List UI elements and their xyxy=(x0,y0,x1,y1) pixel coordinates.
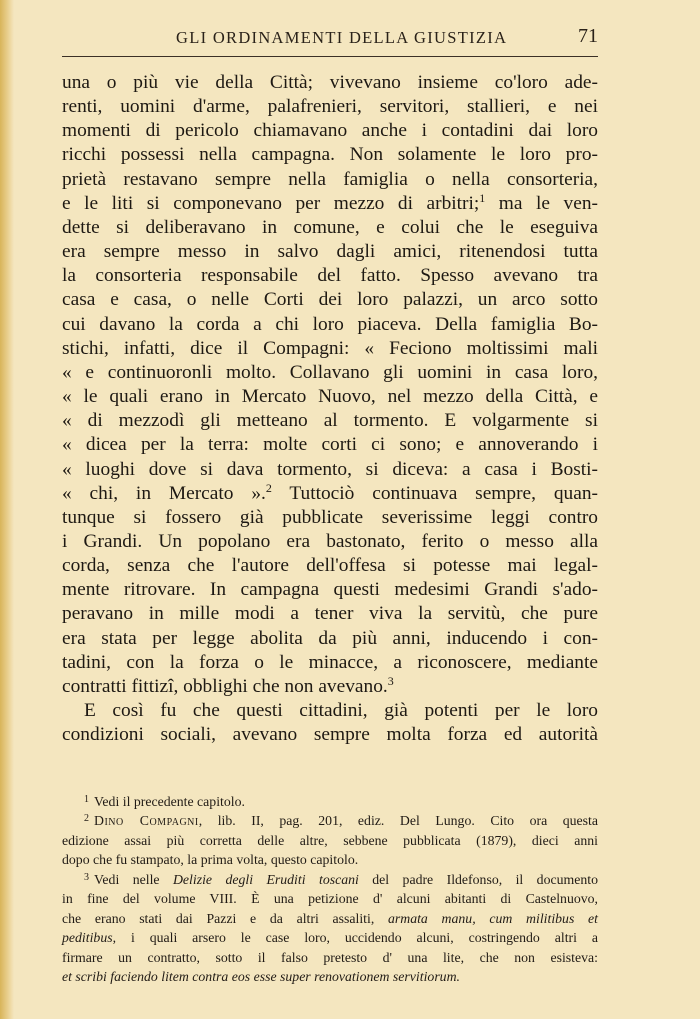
page-header xyxy=(62,25,598,54)
body-line: cui davano la corda a chi loro piaceva. Della famiglia Bo- xyxy=(62,313,598,335)
body-line-text: e le liti si componevano per mezzo di arbitri; xyxy=(62,192,480,214)
body-line: momenti di pericolo chiamavano anche i contadini dai loro xyxy=(62,120,598,142)
header-rule xyxy=(62,56,598,57)
body-line: tunque si fossero già pubblicate severissime leggi contro xyxy=(62,506,598,528)
body-line-tail: ma le ven- xyxy=(485,192,598,214)
footnote-text: del padre Ildefonso, il documento xyxy=(358,871,598,887)
body-line: ricchi possessi nella campagna. Non solamente le loro pro- xyxy=(62,144,598,166)
footnote-text: Vedi nelle xyxy=(94,871,173,887)
footnote-line xyxy=(62,909,598,928)
body-line: E così fu che questi cittadini, già potenti per le loro xyxy=(84,700,598,722)
body-line: mente ritrovare. In campagna questi medesimi Grandi s'ado- xyxy=(62,579,598,601)
body-line: stichi, infatti, dice il Compagni: « Feciono moltissimi mali xyxy=(62,337,598,359)
body-line: condizioni sociali, avevano sempre molta forza ed autorità xyxy=(62,724,598,746)
body-line: era stata per legge abolita da più anni, inducendo i con- xyxy=(62,627,598,649)
footnote-ref-1: 1 xyxy=(479,190,486,205)
footnote-3 xyxy=(62,870,598,889)
footnotes xyxy=(62,792,598,987)
footnote-latin: armata manu, cum militibus et xyxy=(387,910,598,926)
body-line-with-ref xyxy=(62,192,598,216)
body-line-text: « chi, in Mercato ». xyxy=(62,482,266,504)
body-line-with-ref xyxy=(62,482,598,506)
footnote-number: 1 xyxy=(84,794,89,805)
body-line: una o più vie della Città; vivevano insieme co'loro ade- xyxy=(62,72,598,93)
body-line: prietà restavano sempre nella famiglia o nella consorteria, xyxy=(62,168,598,190)
footnote-line: firmare un contratto, sotto il falso pretesto d' una lite, che non esisteva: xyxy=(62,949,598,965)
body-line: « luoghi dove si dava tormento, si diceva: a casa i Bosti- xyxy=(62,458,598,480)
body-line: peravano in mille modi a tener viva la servitù, che pure xyxy=(62,603,598,625)
body-line: « le quali erano in Mercato Nuovo, nel mezzo della Città, e xyxy=(62,386,598,408)
footnote-text: , lib. II, pag. 201, ediz. Del Lungo. Cito ora questa xyxy=(198,813,598,829)
footnote-latin: peditibus xyxy=(62,930,113,946)
footnote-author: Dino Compagni xyxy=(94,813,199,829)
body-line-tail: Tuttociò continuava sempre, quan- xyxy=(271,482,598,504)
footnote-number: 3 xyxy=(84,871,89,883)
body-line: casa e casa, o nelle Corti dei loro palazzi, un arco sotto xyxy=(62,289,598,311)
footnote-latin: et scribi faciendo litem contra eos esse super renovationem servitiorum. xyxy=(62,969,460,985)
footnote-ref-3: 3 xyxy=(387,673,394,688)
body-text xyxy=(62,71,598,747)
footnote-text: che erano stati dai Pazzi e da altri assaliti, xyxy=(62,910,388,926)
body-line: « e continuoronli molto. Collavano gli uomini in casa loro, xyxy=(62,361,598,383)
footnote-line xyxy=(62,967,598,986)
body-line-with-ref xyxy=(62,675,598,699)
footnote-book-title: Delizie degli Eruditi toscani xyxy=(172,871,359,887)
body-line: i Grandi. Un popolano era bastonato, ferito o messo alla xyxy=(62,530,598,552)
body-line: « dicea per la terra: molte corti ci sono; e annoverando i xyxy=(62,434,598,456)
footnote-line xyxy=(62,928,598,947)
body-line: tadini, con la forza o le minacce, a riconoscere, mediante xyxy=(62,651,598,673)
body-line: corda, senza che l'autore dell'offesa si potesse mai legal- xyxy=(62,555,598,577)
footnote-2 xyxy=(62,811,598,830)
footnote-line: in fine del volume VIII. È una petizione d' alcuni abitanti di Castelnuovo, xyxy=(62,891,598,907)
footnote-text: , i quali arsero le case loro, uccidendo alcuni, costringendo altri a xyxy=(112,930,598,946)
footnote-line: edizione assai più corretta delle altre, sebbene pubblicata (1879), dieci anni xyxy=(62,832,598,848)
body-line: era sempre messo in salvo dagli amici, ritenendosi tutta xyxy=(62,241,598,263)
body-line-text: contratti fittizî, obblighi che non avevano. xyxy=(62,675,388,697)
footnote-1 xyxy=(62,792,598,811)
page-gutter-edge xyxy=(0,0,14,1019)
body-line: dette si deliberavano in comune, e colui che le eseguiva xyxy=(62,216,598,238)
footnote-line: dopo che fu stampato, la prima volta, questo capitolo. xyxy=(62,852,359,868)
body-line: renti, uomini d'arme, palafrenieri, servitori, stallieri, e nei xyxy=(62,96,598,118)
running-title: GLI ORDINAMENTI DELLA GIUSTIZIA xyxy=(176,28,508,47)
body-line: la consorteria responsabile del fatto. Spesso avevano tra xyxy=(62,265,598,287)
page-number: 71 xyxy=(578,25,598,47)
footnote-ref-2: 2 xyxy=(265,480,272,495)
body-line: « di mezzodì gli metteano al tormento. E volgarmente si xyxy=(62,410,598,432)
footnote-number: 2 xyxy=(84,813,89,825)
footnote-text: Vedi il precedente capitolo. xyxy=(94,794,245,809)
